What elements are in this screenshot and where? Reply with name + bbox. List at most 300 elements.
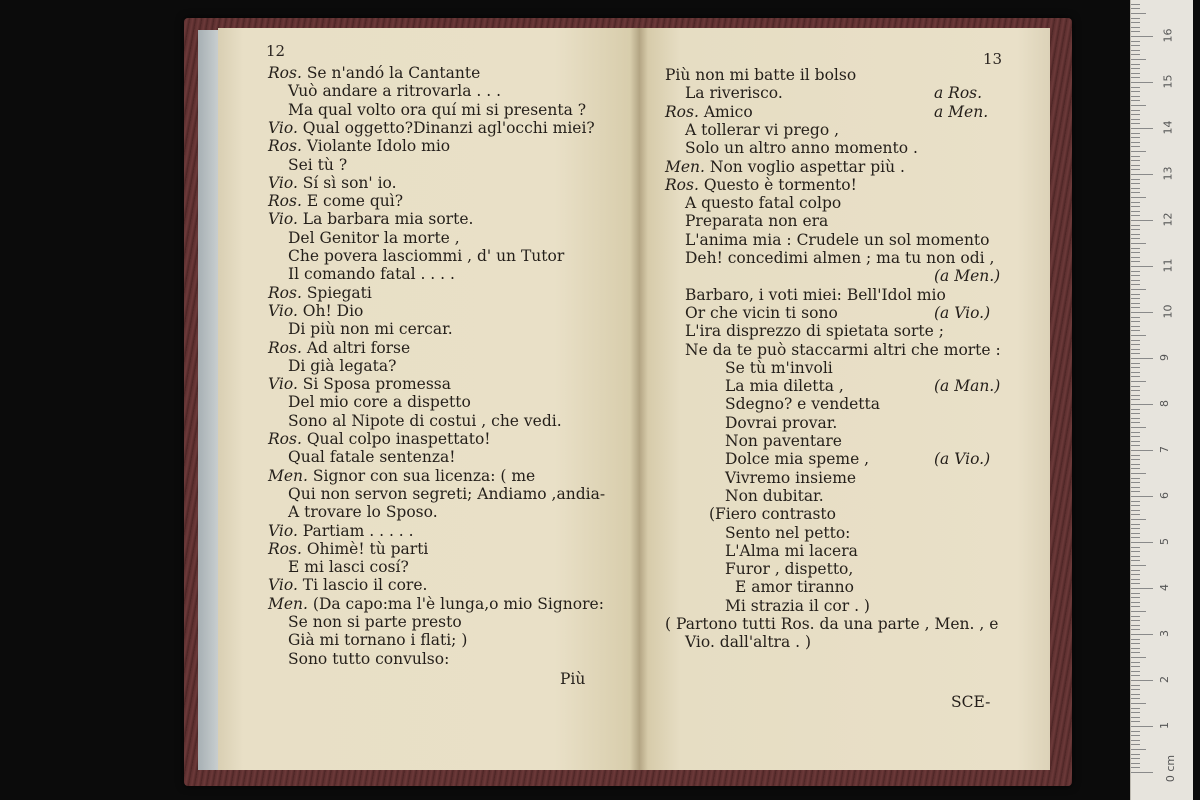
ruler-tick xyxy=(1131,422,1140,423)
text-line xyxy=(725,359,833,377)
ruler-tick xyxy=(1131,717,1140,718)
speaker-name: Ros. xyxy=(268,64,302,82)
text-line xyxy=(725,469,856,487)
line-text: A tollerar vi prego , xyxy=(685,120,840,139)
ruler-tick xyxy=(1131,597,1140,598)
text-line xyxy=(685,194,841,212)
ruler-tick xyxy=(1131,399,1140,400)
line-text: Spiegati xyxy=(301,283,372,302)
line-text: Qual colpo inaspettato! xyxy=(301,430,491,448)
ruler-tick xyxy=(1131,579,1140,580)
line-text: Solo un altro anno momento . xyxy=(685,139,918,158)
line-text: Sono al Nipote di costui , che vedi. xyxy=(288,411,562,430)
text-line xyxy=(725,377,844,395)
ruler-tick xyxy=(1131,606,1140,607)
ruler-tick xyxy=(1131,344,1140,345)
line-text: Ne da te può staccarmi altri che morte : xyxy=(685,340,1001,359)
ruler-tick xyxy=(1131,174,1153,175)
line-text: Signor con sua licenza: ( me xyxy=(307,466,536,485)
ruler-number: 5 xyxy=(1158,538,1171,545)
ruler-tick xyxy=(1131,648,1140,649)
line-text: Vivremo insieme xyxy=(725,468,857,487)
text-line xyxy=(685,286,946,304)
ruler-tick xyxy=(1131,427,1146,428)
ruler-tick xyxy=(1131,206,1140,207)
ruler-tick xyxy=(1131,754,1140,755)
ruler-tick xyxy=(1131,468,1140,469)
ruler-tick xyxy=(1131,128,1153,129)
ruler-tick xyxy=(1131,662,1140,663)
text-line xyxy=(288,229,460,247)
ruler-tick xyxy=(1131,18,1140,19)
speaker-name: Vio. xyxy=(268,210,298,229)
text-line xyxy=(268,339,410,357)
ruler-tick xyxy=(1131,519,1146,520)
text-line xyxy=(725,524,850,542)
ruler-tick xyxy=(1131,77,1140,78)
ruler-tick xyxy=(1131,689,1140,690)
ruler-tick xyxy=(1131,491,1140,492)
text-line xyxy=(685,249,994,267)
ruler-tick xyxy=(1131,261,1140,262)
left-page-number: 12 xyxy=(266,42,286,60)
ruler-tick xyxy=(1131,413,1140,414)
ruler-tick xyxy=(1131,533,1140,534)
line-text: A trovare lo Sposo. xyxy=(288,503,438,522)
ruler-tick xyxy=(1131,565,1146,566)
ruler-tick xyxy=(1131,225,1140,226)
ruler-number: 7 xyxy=(1158,446,1171,453)
line-text: Violante Idolo mio xyxy=(301,137,451,156)
text-line xyxy=(288,613,462,631)
speaker-name: Ros. xyxy=(268,430,302,448)
text-line xyxy=(685,304,838,322)
line-text: Sono tutto convulso: xyxy=(288,649,450,668)
ruler-tick xyxy=(1131,487,1140,488)
text-line xyxy=(268,522,414,540)
ruler-tick xyxy=(1131,45,1140,46)
ruler-tick xyxy=(1131,363,1140,364)
ruler-tick xyxy=(1131,68,1140,69)
line-text: Che povera lasciommi , d' un Tutor xyxy=(288,247,565,265)
line-text: Questo è tormento! xyxy=(698,175,857,194)
ruler-tick xyxy=(1131,501,1140,502)
text-line xyxy=(685,139,918,157)
text-line xyxy=(735,578,854,596)
text-line xyxy=(685,212,828,230)
ruler-tick xyxy=(1131,367,1140,368)
stage-direction: (a Man.) xyxy=(934,377,1001,396)
ruler-tick xyxy=(1131,740,1140,741)
ruler-tick xyxy=(1131,409,1140,410)
text-line xyxy=(288,101,586,119)
speaker-name: Vio. xyxy=(268,301,298,320)
stage-direction: (a Men.) xyxy=(934,267,1001,286)
line-text: Sdegno? e vendetta xyxy=(725,395,880,414)
ruler-tick xyxy=(1131,708,1140,709)
text-line xyxy=(288,393,471,411)
speaker-name: Ros. xyxy=(268,192,302,211)
ruler-tick xyxy=(1131,671,1140,672)
speaker-name: Vio. xyxy=(268,118,298,137)
line-text: Qual oggetto?Dinanzi agl'occhi miei? xyxy=(297,118,595,137)
line-text: Oh! Dio xyxy=(297,301,364,320)
speaker-name: Ros. xyxy=(268,137,302,156)
ruler-tick xyxy=(1131,294,1140,295)
ruler-tick xyxy=(1131,574,1140,575)
line-text: Sí sì son' io. xyxy=(297,173,397,192)
ruler-tick xyxy=(1131,390,1140,391)
ruler-tick xyxy=(1131,238,1140,239)
ruler-tick xyxy=(1131,441,1140,442)
line-text: Mi strazia il cor . ) xyxy=(725,596,870,615)
text-line xyxy=(288,631,467,649)
stage-direction: a Men. xyxy=(934,102,989,121)
speaker-name: Ros. xyxy=(268,539,302,558)
stage-direction: (a Vio.) xyxy=(934,450,991,469)
measuring-ruler xyxy=(1130,0,1193,800)
text-line xyxy=(665,176,857,194)
right-page xyxy=(639,28,1050,770)
ruler-tick xyxy=(1131,165,1140,166)
ruler-tick xyxy=(1131,169,1140,170)
line-text: Già mi tornano i flati; ) xyxy=(288,631,468,650)
ruler-tick xyxy=(1131,234,1140,235)
line-text: Sei tù ? xyxy=(288,155,348,174)
text-line xyxy=(288,503,438,521)
text-line xyxy=(685,322,944,340)
text-line xyxy=(288,485,605,503)
ruler-tick xyxy=(1131,556,1140,557)
ruler-tick xyxy=(1131,547,1140,548)
ruler-number: 11 xyxy=(1161,258,1175,273)
ruler-tick xyxy=(1131,156,1140,157)
ruler-tick xyxy=(1131,570,1140,571)
ruler-tick xyxy=(1131,744,1140,745)
line-text: Se tù m'involi xyxy=(725,358,833,377)
line-text: Non dubitar. xyxy=(725,486,824,505)
ruler-tick xyxy=(1131,639,1140,640)
speaker-name: Men. xyxy=(268,466,308,485)
text-line xyxy=(288,357,396,375)
ruler-number: 10 xyxy=(1161,304,1175,319)
ruler-tick xyxy=(1131,137,1140,138)
book-gutter xyxy=(630,28,648,770)
ruler-tick xyxy=(1131,643,1140,644)
ruler-number: 14 xyxy=(1161,120,1175,135)
ruler-tick xyxy=(1131,514,1140,515)
ruler-tick xyxy=(1131,146,1140,147)
ruler-tick xyxy=(1131,31,1140,32)
ruler-tick xyxy=(1131,758,1140,759)
line-text: A questo fatal colpo xyxy=(685,194,842,213)
ruler-tick xyxy=(1131,381,1146,382)
ruler-number: 1 xyxy=(1158,722,1171,729)
ruler-number: 2 xyxy=(1158,676,1171,683)
text-line xyxy=(685,341,1001,359)
left-page xyxy=(218,28,639,770)
ruler-number: 8 xyxy=(1158,400,1171,407)
ruler-tick xyxy=(1131,36,1153,37)
ruler-tick xyxy=(1131,510,1140,511)
ruler-number: 3 xyxy=(1158,630,1171,637)
ruler-tick xyxy=(1131,326,1140,327)
ruler-tick xyxy=(1131,464,1140,465)
text-line xyxy=(725,560,853,578)
ruler-tick xyxy=(1131,307,1140,308)
text-line xyxy=(725,432,842,450)
ruler-tick xyxy=(1131,27,1140,28)
ruler-tick xyxy=(1131,524,1140,525)
ruler-tick xyxy=(1131,450,1153,451)
ruler-tick xyxy=(1131,284,1140,285)
ruler-tick xyxy=(1131,551,1140,552)
line-text: Ma qual volto ora quí mi si presenta ? xyxy=(288,100,587,119)
ruler-number: 15 xyxy=(1161,74,1175,89)
ruler-tick xyxy=(1131,763,1140,764)
ruler-tick xyxy=(1131,87,1140,88)
line-text: Se n'andó la Cantante xyxy=(301,64,481,82)
ruler-tick xyxy=(1131,114,1140,115)
line-text: Non paventare xyxy=(725,432,842,450)
ruler-tick xyxy=(1131,496,1153,497)
ruler-tick xyxy=(1131,96,1140,97)
text-line xyxy=(665,103,753,121)
ruler-tick xyxy=(1131,202,1140,203)
line-text: La mia diletta , xyxy=(725,377,844,396)
ruler-tick xyxy=(1131,142,1140,143)
text-line xyxy=(288,320,453,338)
ruler-tick xyxy=(1131,376,1140,377)
ruler-tick xyxy=(1131,41,1140,42)
line-text: Or che vicin ti sono xyxy=(685,303,838,322)
line-text: Se non si parte presto xyxy=(288,613,462,631)
text-line xyxy=(665,158,905,176)
ruler-tick xyxy=(1131,192,1140,193)
text-line xyxy=(268,467,535,485)
text-line xyxy=(268,210,473,228)
ruler-tick xyxy=(1131,459,1140,460)
text-line xyxy=(665,615,998,633)
right-page-number: 13 xyxy=(983,50,1003,68)
text-line xyxy=(685,633,811,651)
ruler-tick xyxy=(1131,91,1140,92)
ruler-tick xyxy=(1131,110,1140,111)
ruler-tick xyxy=(1131,220,1153,221)
ruler-tick xyxy=(1131,54,1140,55)
ruler-tick xyxy=(1131,266,1153,267)
ruler-number: 16 xyxy=(1161,28,1175,43)
speaker-name: Vio. xyxy=(268,576,298,595)
ruler-tick xyxy=(1131,229,1140,230)
ruler-tick xyxy=(1131,179,1140,180)
text-line xyxy=(725,450,869,468)
text-line xyxy=(685,84,783,102)
text-line xyxy=(685,121,839,139)
ruler-tick xyxy=(1131,105,1146,106)
text-line xyxy=(725,597,870,615)
text-line xyxy=(268,137,450,155)
line-text: Partiam . . . . . xyxy=(297,521,414,540)
ruler-tick xyxy=(1131,133,1140,134)
text-line xyxy=(725,414,837,432)
text-line xyxy=(268,595,604,613)
ruler-tick xyxy=(1131,353,1140,354)
ruler-tick xyxy=(1131,197,1146,198)
line-text: Di già legata? xyxy=(288,356,397,375)
line-text: Amico xyxy=(698,102,753,121)
ruler-number: 12 xyxy=(1161,212,1175,227)
ruler-tick xyxy=(1131,455,1140,456)
text-line xyxy=(268,284,372,302)
ruler-tick xyxy=(1131,123,1140,124)
ruler-number: 13 xyxy=(1161,166,1175,181)
text-line xyxy=(709,505,836,523)
line-text: La riverisco. xyxy=(685,84,783,103)
text-line xyxy=(725,487,824,505)
ruler-tick xyxy=(1131,767,1140,768)
ruler-tick xyxy=(1131,73,1140,74)
ruler-tick xyxy=(1131,560,1140,561)
text-line xyxy=(288,265,455,283)
line-text: La barbara mia sorte. xyxy=(297,210,474,229)
speaker-name: Ros. xyxy=(268,338,302,357)
speaker-name: Ros. xyxy=(665,175,699,194)
ruler-unit-label: 0 cm xyxy=(1164,754,1178,783)
text-line xyxy=(288,448,455,466)
line-text: L'Alma mi lacera xyxy=(725,541,858,560)
ruler-tick xyxy=(1131,289,1146,290)
ruler-tick xyxy=(1131,303,1140,304)
catchword: SCE- xyxy=(951,693,991,711)
ruler-tick xyxy=(1131,629,1140,630)
line-text: Non voglio aspettar più . xyxy=(704,157,905,176)
text-line xyxy=(288,156,347,174)
ruler-tick xyxy=(1131,680,1153,681)
ruler-tick xyxy=(1131,358,1153,359)
text-line xyxy=(268,192,403,210)
ruler-tick xyxy=(1131,22,1140,23)
ruler-tick xyxy=(1131,50,1140,51)
ruler-tick xyxy=(1131,445,1140,446)
ruler-tick xyxy=(1131,160,1140,161)
text-line xyxy=(268,64,480,82)
ruler-tick xyxy=(1131,611,1146,612)
ruler-tick xyxy=(1131,482,1140,483)
text-line xyxy=(685,231,989,249)
ruler-tick xyxy=(1131,4,1140,5)
ruler-tick xyxy=(1131,349,1140,350)
line-text: E mi lasci cosí? xyxy=(288,558,409,577)
ruler-tick xyxy=(1131,675,1140,676)
ruler-tick xyxy=(1131,616,1140,617)
ruler-tick xyxy=(1131,436,1140,437)
catchword: Più xyxy=(560,670,586,688)
line-text: Dovrai provar. xyxy=(725,413,838,432)
ruler-tick xyxy=(1131,188,1140,189)
speaker-name: Ros. xyxy=(268,283,302,302)
speaker-name: Men. xyxy=(665,157,705,176)
text-line xyxy=(288,247,564,265)
line-text: Vuò andare a ritrovarla . . . xyxy=(288,82,502,101)
ruler-tick xyxy=(1131,583,1140,584)
text-line xyxy=(268,375,451,393)
ruler-tick xyxy=(1131,418,1140,419)
text-line xyxy=(725,542,858,560)
stage-direction: a Ros. xyxy=(934,84,983,103)
speaker-name: Ros. xyxy=(665,102,699,121)
ruler-tick xyxy=(1131,694,1140,695)
ruler-tick xyxy=(1131,657,1146,658)
ruler-tick xyxy=(1131,542,1153,543)
ruler-tick xyxy=(1131,8,1140,9)
text-line xyxy=(288,82,501,100)
line-text: Ad altri forse xyxy=(301,338,411,357)
text-line xyxy=(665,66,856,84)
ruler-tick xyxy=(1131,395,1140,396)
ruler-tick xyxy=(1131,432,1140,433)
ruler-tick xyxy=(1131,735,1140,736)
text-line xyxy=(268,302,363,320)
line-text: Vio. dall'altra . ) xyxy=(685,633,812,652)
speaker-name: Vio. xyxy=(268,375,298,394)
ruler-tick xyxy=(1131,100,1140,101)
line-text: Del Genitor la morte , xyxy=(288,228,460,247)
speaker-name: Vio. xyxy=(268,173,298,192)
ruler-tick xyxy=(1131,252,1140,253)
line-text: (Da capo:ma l'è lunga,o mio Signore: xyxy=(307,594,604,613)
text-line xyxy=(288,650,449,668)
line-text: L'anima mia : Crudele un sol momento xyxy=(685,230,990,249)
ruler-number: 4 xyxy=(1158,584,1171,591)
ruler-tick xyxy=(1131,698,1140,699)
text-line xyxy=(725,395,880,413)
ruler-tick xyxy=(1131,772,1153,773)
ruler-tick xyxy=(1131,404,1153,405)
ruler-tick xyxy=(1131,317,1140,318)
ruler-tick xyxy=(1131,731,1140,732)
ruler-tick xyxy=(1131,340,1140,341)
text-line xyxy=(268,540,428,558)
line-text: Barbaro, i voti miei: Bell'Idol mio xyxy=(685,285,946,304)
ruler-tick xyxy=(1131,625,1140,626)
line-text: Sento nel petto: xyxy=(725,523,851,542)
ruler-tick xyxy=(1131,588,1153,589)
ruler-tick xyxy=(1131,634,1153,635)
line-text: E amor tiranno xyxy=(735,578,854,597)
ruler-tick xyxy=(1131,721,1140,722)
ruler-tick xyxy=(1131,335,1146,336)
ruler-tick xyxy=(1131,271,1140,272)
ruler-tick xyxy=(1131,275,1140,276)
text-line xyxy=(288,558,409,576)
ruler-tick xyxy=(1131,59,1146,60)
ruler-tick xyxy=(1131,183,1140,184)
ruler-tick xyxy=(1131,280,1140,281)
line-text: Dolce mia speme , xyxy=(725,450,870,469)
ruler-tick xyxy=(1131,211,1140,212)
ruler-tick xyxy=(1131,478,1140,479)
line-text: Ti lascio il core. xyxy=(297,576,428,595)
ruler-tick xyxy=(1131,749,1146,750)
line-text: Ohimè! tù parti xyxy=(301,539,429,558)
text-line xyxy=(288,412,562,430)
line-text: Preparata non era xyxy=(685,212,829,231)
ruler-tick xyxy=(1131,215,1140,216)
ruler-tick xyxy=(1131,652,1140,653)
line-text: ( Partono tutti Ros. da una parte , Men. , e xyxy=(665,615,999,633)
speaker-name: Men. xyxy=(268,594,308,613)
